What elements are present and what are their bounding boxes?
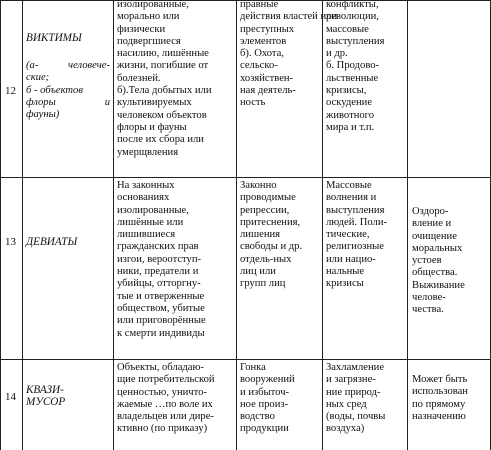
cell-line: ктивно (по приказу) [117, 423, 208, 435]
subnote-line: (а- человече- [26, 60, 110, 71]
cell-line: морально или [117, 11, 180, 23]
row-name: ДЕВИАТЫ [26, 236, 78, 248]
cell-line: лишения [240, 229, 281, 241]
cell-line: болезней. [117, 72, 161, 84]
cell-line: обществом, убитые [117, 302, 205, 314]
cell-line: ценностью, уничто- [117, 386, 207, 398]
cell-line: выступления [326, 35, 385, 47]
cell-line: к смерти индивиды [117, 327, 205, 339]
cell-line: флоры и фауны [117, 121, 187, 133]
row-name: КВАЗИ- [26, 384, 64, 396]
row-subnote [26, 60, 110, 121]
cell-line: подвергшиеся [117, 35, 181, 47]
cell-line: Выживание [412, 279, 465, 291]
cell-line: устоев [412, 255, 442, 267]
cell-line: воздуха) [326, 423, 365, 435]
cell-objects [117, 0, 233, 159]
cell-line: и загрязне- [326, 374, 376, 386]
cell-line: гражданских прав [117, 241, 199, 253]
cell-line: человеком объектов [117, 109, 207, 121]
row-name-cell [26, 236, 110, 248]
cell-line: после их сбора или [117, 134, 204, 146]
cell-line: б). Охота, [240, 48, 285, 60]
cell-line: жаемые …по воле их [117, 398, 213, 410]
cell-causes [240, 180, 320, 291]
cell-line: водство [240, 411, 275, 423]
cell-line: групп лиц [240, 278, 286, 290]
cell-line: ная деятель- [240, 85, 296, 97]
cell-line: умерщвления [117, 146, 179, 158]
cell-line: животного [326, 109, 375, 121]
row-name-cell [26, 384, 110, 409]
cell-outcome [412, 374, 488, 423]
cell-line: использован [412, 386, 468, 398]
cell-line: мира и т.п. [326, 121, 375, 133]
cell-line: притеснения, [240, 216, 301, 228]
cell-line: Объекты, обладаю- [117, 362, 204, 373]
cell-line: людей. Поли- [326, 216, 388, 228]
cell-line: физически [117, 23, 166, 35]
cell-line: Массовые [326, 180, 372, 191]
cell-consequences [326, 180, 405, 291]
cell-line: хозяйствен- [240, 72, 294, 84]
cell-line: ники, предатели и [117, 266, 199, 278]
cell-line: моральных [412, 242, 463, 254]
cell-causes [240, 362, 320, 436]
cell-line: вление и [412, 218, 452, 230]
cell-line: по прямому [412, 398, 466, 410]
cell-line: ность [240, 97, 266, 109]
cell-line: религиозные [326, 241, 384, 253]
cell-line: назначению [412, 410, 466, 422]
cell-line: лишённые или [117, 216, 184, 228]
cell-line: или нацио- [326, 253, 376, 265]
cell-line: культивируемых [117, 97, 192, 109]
cell-line: революции, [326, 11, 379, 23]
cell-line: репрессии, [240, 204, 290, 216]
row-name: ВИКТИМЫ [26, 32, 82, 44]
cell-line: кризисы [326, 278, 364, 290]
cell-line: продукции [240, 423, 289, 435]
cell-line: вооружений [240, 374, 295, 386]
cell-outcome [412, 206, 488, 317]
cell-line: льственные [326, 72, 379, 84]
cell-line: Может быть [412, 374, 468, 385]
cell-line: и др. [326, 48, 348, 60]
subnote-line: б - объектов [26, 84, 83, 96]
cell-line: На законных [117, 180, 175, 191]
cell-line: массовые [326, 23, 369, 35]
cell-line: сельско- [240, 60, 278, 72]
cell-line: б. Продово- [326, 60, 380, 72]
cell-line: изгои, вероотступ- [117, 253, 202, 265]
cell-line: Гонка [240, 362, 266, 373]
row-number: 13 [5, 236, 16, 248]
cell-line: общества. [412, 267, 458, 279]
cell-objects [117, 180, 233, 340]
cell-line: элементов [240, 35, 287, 47]
row-name-cell [26, 32, 110, 44]
cell-line: ных сред [326, 398, 367, 410]
cell-line: ное произ- [240, 398, 289, 410]
cell-line: лиц или [240, 266, 276, 278]
cell-line: насилию, лишённые [117, 48, 209, 60]
cell-objects [117, 362, 233, 436]
subnote-line: ские; [26, 72, 50, 84]
row-number: 14 [5, 391, 16, 403]
cell-line: оскудение [326, 97, 373, 109]
cell-consequences [326, 362, 405, 436]
row-name-continued: МУСОР [26, 396, 66, 409]
cell-line: убийцы, отторгну- [117, 278, 201, 290]
cell-line: Захламление [326, 362, 385, 373]
row-number: 12 [5, 85, 16, 97]
cell-line: действия властей или [240, 11, 338, 23]
cell-line: или приговорённые [117, 315, 206, 327]
cell-line: владельцев или дире- [117, 411, 214, 423]
cell-line: Оздоро- [412, 206, 449, 217]
cell-line: Законно [240, 180, 277, 191]
cell-line: челове- [412, 292, 446, 304]
cell-line: тые и отверженные [117, 290, 205, 302]
cell-line: основаниях [117, 192, 170, 204]
cell-line: щие потребительской [117, 374, 215, 386]
cell-line: б).Тела добытых или [117, 85, 212, 97]
cell-line: правные [240, 0, 279, 10]
cell-line: выступления [326, 204, 385, 216]
cell-line: нальные [326, 266, 365, 278]
cell-line: конфликты, [326, 0, 379, 10]
subnote-line: флоры и [26, 96, 110, 108]
cell-line: преступных [240, 23, 295, 35]
cell-line: отдель-ных [240, 253, 292, 265]
cell-line: (воды, почвы [326, 411, 386, 423]
cell-line: ние природ- [326, 386, 381, 398]
cell-line: свободы и др. [240, 241, 303, 253]
cell-line: тические, [326, 229, 370, 241]
cell-line: лишившиеся [117, 229, 176, 241]
cell-line: очищение [412, 230, 457, 242]
cell-line: изолированные, [117, 204, 189, 216]
cell-line: кризисы, [326, 85, 367, 97]
cell-line: волнения и [326, 192, 377, 204]
subnote-line: фауны) [26, 109, 60, 121]
cell-line: чества. [412, 304, 444, 316]
cell-line: изолированные, [117, 0, 189, 10]
cell-consequences [326, 0, 405, 134]
cell-line: проводимые [240, 192, 296, 204]
cell-line: жизни, погибшие от [117, 60, 209, 72]
cell-line: и избыточ- [240, 386, 290, 398]
